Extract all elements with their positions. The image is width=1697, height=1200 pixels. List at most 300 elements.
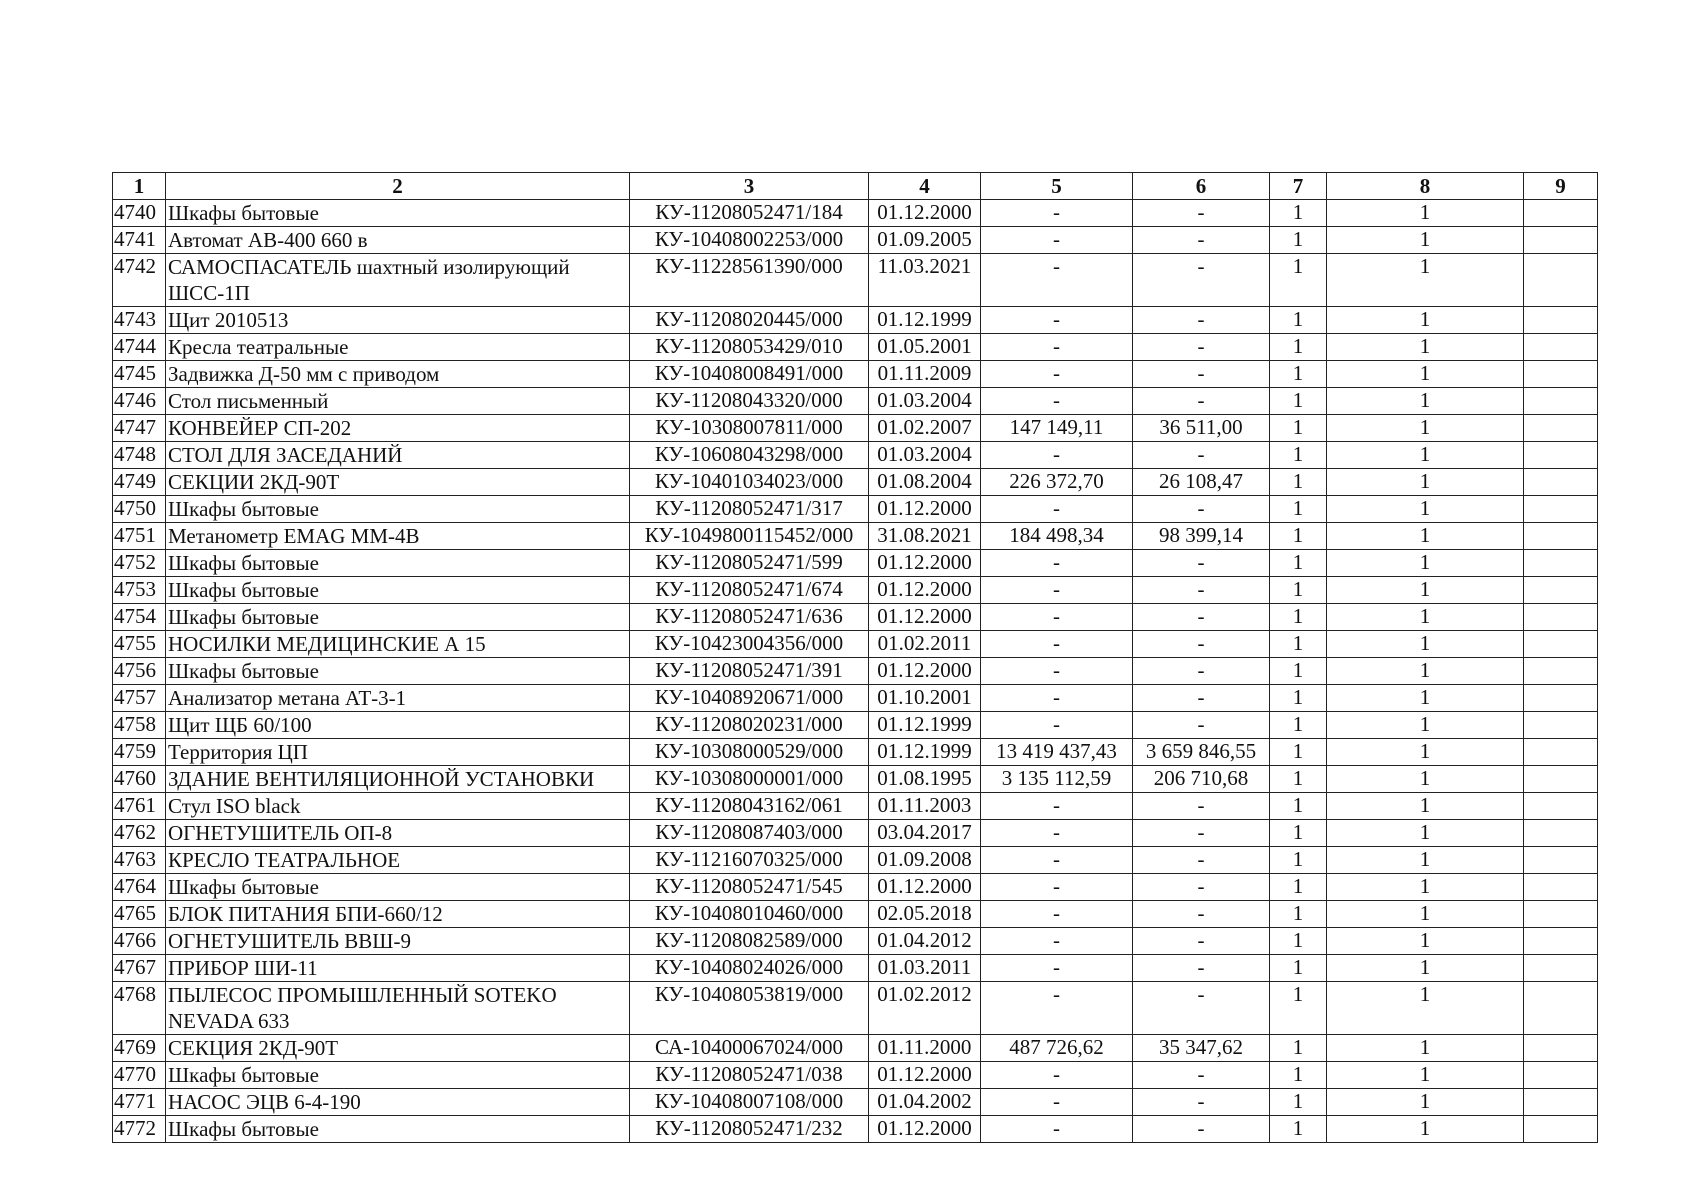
residual-value-cell: - xyxy=(1133,442,1270,469)
quantity-actual-cell: 1 xyxy=(1327,658,1524,685)
inventory-code-cell: КУ-11208052471/232 xyxy=(630,1116,869,1143)
inventory-code-cell: КУ-11208043320/000 xyxy=(630,388,869,415)
name-cell: Задвижка Д-50 мм с приводом xyxy=(166,361,630,388)
residual-value-cell: - xyxy=(1133,928,1270,955)
quantity-cell: 1 xyxy=(1270,227,1327,254)
column-header: 9 xyxy=(1524,173,1598,200)
quantity-cell: 1 xyxy=(1270,334,1327,361)
inventory-code-cell: КУ-1049800115452/000 xyxy=(630,523,869,550)
column-header: 4 xyxy=(869,173,981,200)
quantity-cell: 1 xyxy=(1270,928,1327,955)
row-number-cell: 4764 xyxy=(113,874,166,901)
quantity-cell: 1 xyxy=(1270,1089,1327,1116)
inventory-code-cell: КУ-11208052471/391 xyxy=(630,658,869,685)
table-row xyxy=(113,1035,1598,1062)
name-cell: КРЕСЛО ТЕАТРАЛЬНОЕ xyxy=(166,847,630,874)
residual-value-cell: - xyxy=(1133,307,1270,334)
value-cell: - xyxy=(981,847,1133,874)
quantity-cell: 1 xyxy=(1270,955,1327,982)
column-header: 8 xyxy=(1327,173,1524,200)
table-row xyxy=(113,334,1598,361)
inventory-code-cell: КУ-10408008491/000 xyxy=(630,361,869,388)
value-cell: 3 135 112,59 xyxy=(981,766,1133,793)
row-number-cell: 4758 xyxy=(113,712,166,739)
column-header: 7 xyxy=(1270,173,1327,200)
note-cell xyxy=(1524,901,1598,928)
name-cell: Метанометр EMAG MM-4B xyxy=(166,523,630,550)
inventory-code-cell: СА-10400067024/000 xyxy=(630,1035,869,1062)
quantity-cell: 1 xyxy=(1270,254,1327,307)
note-cell xyxy=(1524,1116,1598,1143)
value-cell: - xyxy=(981,604,1133,631)
name-cell: СТОЛ ДЛЯ ЗАСЕДАНИЙ xyxy=(166,442,630,469)
name-cell: Анализатор метана АТ-3-1 xyxy=(166,685,630,712)
note-cell xyxy=(1524,604,1598,631)
note-cell xyxy=(1524,469,1598,496)
residual-value-cell: - xyxy=(1133,793,1270,820)
name-cell: БЛОК ПИТАНИЯ БПИ-660/12 xyxy=(166,901,630,928)
date-cell: 01.09.2008 xyxy=(869,847,981,874)
table-row xyxy=(113,874,1598,901)
inventory-code-cell: КУ-11208020445/000 xyxy=(630,307,869,334)
quantity-cell: 1 xyxy=(1270,793,1327,820)
row-number-cell: 4759 xyxy=(113,739,166,766)
row-number-cell: 4756 xyxy=(113,658,166,685)
quantity-actual-cell: 1 xyxy=(1327,200,1524,227)
note-cell xyxy=(1524,739,1598,766)
inventory-code-cell: КУ-11208043162/061 xyxy=(630,793,869,820)
quantity-actual-cell: 1 xyxy=(1327,361,1524,388)
table-row xyxy=(113,388,1598,415)
quantity-cell: 1 xyxy=(1270,1062,1327,1089)
value-cell: - xyxy=(981,820,1133,847)
residual-value-cell: - xyxy=(1133,334,1270,361)
value-cell: - xyxy=(981,442,1133,469)
quantity-actual-cell: 1 xyxy=(1327,901,1524,928)
date-cell: 01.04.2012 xyxy=(869,928,981,955)
quantity-actual-cell: 1 xyxy=(1327,523,1524,550)
table-row xyxy=(113,469,1598,496)
quantity-cell: 1 xyxy=(1270,415,1327,442)
table-row xyxy=(113,712,1598,739)
date-cell: 01.12.2000 xyxy=(869,550,981,577)
residual-value-cell: - xyxy=(1133,254,1270,307)
quantity-actual-cell: 1 xyxy=(1327,739,1524,766)
residual-value-cell: 35 347,62 xyxy=(1133,1035,1270,1062)
note-cell xyxy=(1524,766,1598,793)
name-cell: НАСОС ЭЦВ 6-4-190 xyxy=(166,1089,630,1116)
note-cell xyxy=(1524,874,1598,901)
date-cell: 01.08.1995 xyxy=(869,766,981,793)
quantity-cell: 1 xyxy=(1270,577,1327,604)
row-number-cell: 4743 xyxy=(113,307,166,334)
name-cell: КОНВЕЙЕР СП-202 xyxy=(166,415,630,442)
name-cell: Щит 2010513 xyxy=(166,307,630,334)
column-header: 6 xyxy=(1133,173,1270,200)
row-number-cell: 4751 xyxy=(113,523,166,550)
row-number-cell: 4748 xyxy=(113,442,166,469)
name-cell: ОГНЕТУШИТЕЛЬ ВВШ-9 xyxy=(166,928,630,955)
note-cell xyxy=(1524,361,1598,388)
date-cell: 01.10.2001 xyxy=(869,685,981,712)
quantity-cell: 1 xyxy=(1270,739,1327,766)
value-cell: - xyxy=(981,227,1133,254)
date-cell: 01.03.2004 xyxy=(869,388,981,415)
row-number-cell: 4766 xyxy=(113,928,166,955)
residual-value-cell: - xyxy=(1133,1062,1270,1089)
value-cell: - xyxy=(981,901,1133,928)
value-cell: - xyxy=(981,631,1133,658)
date-cell: 01.12.2000 xyxy=(869,496,981,523)
table-row xyxy=(113,604,1598,631)
name-cell: Щит ЩБ 60/100 xyxy=(166,712,630,739)
value-cell: - xyxy=(981,712,1133,739)
row-number-cell: 4765 xyxy=(113,901,166,928)
name-cell: Территория ЦП xyxy=(166,739,630,766)
quantity-cell: 1 xyxy=(1270,550,1327,577)
name-cell: СЕКЦИИ 2КД-90Т xyxy=(166,469,630,496)
note-cell xyxy=(1524,685,1598,712)
date-cell: 01.12.1999 xyxy=(869,307,981,334)
table-header xyxy=(113,173,1598,200)
table-row xyxy=(113,766,1598,793)
date-cell: 03.04.2017 xyxy=(869,820,981,847)
inventory-code-cell: КУ-11208052471/184 xyxy=(630,200,869,227)
date-cell: 01.03.2011 xyxy=(869,955,981,982)
value-cell: - xyxy=(981,874,1133,901)
table-row xyxy=(113,847,1598,874)
date-cell: 01.12.2000 xyxy=(869,1116,981,1143)
date-cell: 01.12.2000 xyxy=(869,577,981,604)
value-cell: - xyxy=(981,200,1133,227)
name-cell: Шкафы бытовые xyxy=(166,200,630,227)
column-header: 2 xyxy=(166,173,630,200)
table-row xyxy=(113,793,1598,820)
value-cell: - xyxy=(981,254,1133,307)
quantity-cell: 1 xyxy=(1270,658,1327,685)
name-cell: Шкафы бытовые xyxy=(166,658,630,685)
inventory-code-cell: КУ-11208052471/599 xyxy=(630,550,869,577)
column-header: 3 xyxy=(630,173,869,200)
note-cell xyxy=(1524,955,1598,982)
residual-value-cell: - xyxy=(1133,361,1270,388)
residual-value-cell: 206 710,68 xyxy=(1133,766,1270,793)
value-cell: - xyxy=(981,658,1133,685)
inventory-code-cell: КУ-11216070325/000 xyxy=(630,847,869,874)
value-cell: - xyxy=(981,388,1133,415)
table-row xyxy=(113,739,1598,766)
name-cell: Шкафы бытовые xyxy=(166,577,630,604)
quantity-actual-cell: 1 xyxy=(1327,793,1524,820)
note-cell xyxy=(1524,334,1598,361)
name-cell: ЗДАНИЕ ВЕНТИЛЯЦИОННОЙ УСТАНОВКИ xyxy=(166,766,630,793)
inventory-code-cell: КУ-10408024026/000 xyxy=(630,955,869,982)
value-cell: 13 419 437,43 xyxy=(981,739,1133,766)
table-row xyxy=(113,307,1598,334)
quantity-actual-cell: 1 xyxy=(1327,874,1524,901)
value-cell: - xyxy=(981,982,1133,1035)
name-cell: Шкафы бытовые xyxy=(166,604,630,631)
row-number-cell: 4769 xyxy=(113,1035,166,1062)
residual-value-cell: - xyxy=(1133,982,1270,1035)
value-cell: - xyxy=(981,1116,1133,1143)
quantity-actual-cell: 1 xyxy=(1327,766,1524,793)
name-cell: Шкафы бытовые xyxy=(166,874,630,901)
note-cell xyxy=(1524,982,1598,1035)
table-row xyxy=(113,1062,1598,1089)
residual-value-cell: 36 511,00 xyxy=(1133,415,1270,442)
note-cell xyxy=(1524,847,1598,874)
row-number-cell: 4752 xyxy=(113,550,166,577)
residual-value-cell: - xyxy=(1133,496,1270,523)
quantity-actual-cell: 1 xyxy=(1327,604,1524,631)
note-cell xyxy=(1524,227,1598,254)
quantity-actual-cell: 1 xyxy=(1327,469,1524,496)
inventory-code-cell: КУ-11208052471/636 xyxy=(630,604,869,631)
table-row xyxy=(113,820,1598,847)
inventory-code-cell: КУ-10423004356/000 xyxy=(630,631,869,658)
quantity-actual-cell: 1 xyxy=(1327,1116,1524,1143)
name-cell: Шкафы бытовые xyxy=(166,550,630,577)
date-cell: 01.12.2000 xyxy=(869,658,981,685)
name-cell: САМОСПАСАТЕЛЬ шахтный изолирующий ШСС-1П xyxy=(166,254,630,307)
note-cell xyxy=(1524,388,1598,415)
quantity-cell: 1 xyxy=(1270,442,1327,469)
quantity-cell: 1 xyxy=(1270,631,1327,658)
table-row xyxy=(113,361,1598,388)
value-cell: 226 372,70 xyxy=(981,469,1133,496)
value-cell: - xyxy=(981,793,1133,820)
row-number-cell: 4742 xyxy=(113,254,166,307)
note-cell xyxy=(1524,577,1598,604)
value-cell: - xyxy=(981,361,1133,388)
quantity-cell: 1 xyxy=(1270,982,1327,1035)
residual-value-cell: - xyxy=(1133,847,1270,874)
inventory-code-cell: КУ-10408010460/000 xyxy=(630,901,869,928)
inventory-code-cell: КУ-10408053819/000 xyxy=(630,982,869,1035)
inventory-code-cell: КУ-10408002253/000 xyxy=(630,227,869,254)
row-number-cell: 4755 xyxy=(113,631,166,658)
table-row xyxy=(113,928,1598,955)
quantity-actual-cell: 1 xyxy=(1327,820,1524,847)
value-cell: - xyxy=(981,307,1133,334)
residual-value-cell: - xyxy=(1133,604,1270,631)
quantity-actual-cell: 1 xyxy=(1327,982,1524,1035)
note-cell xyxy=(1524,1062,1598,1089)
quantity-actual-cell: 1 xyxy=(1327,685,1524,712)
value-cell: 184 498,34 xyxy=(981,523,1133,550)
header-row xyxy=(113,173,1598,200)
residual-value-cell: - xyxy=(1133,658,1270,685)
note-cell xyxy=(1524,712,1598,739)
quantity-cell: 1 xyxy=(1270,766,1327,793)
date-cell: 01.12.2000 xyxy=(869,200,981,227)
note-cell xyxy=(1524,1035,1598,1062)
inventory-code-cell: КУ-11208052471/545 xyxy=(630,874,869,901)
date-cell: 01.12.1999 xyxy=(869,712,981,739)
table-row xyxy=(113,982,1598,1035)
table-row xyxy=(113,685,1598,712)
residual-value-cell: - xyxy=(1133,577,1270,604)
row-number-cell: 4761 xyxy=(113,793,166,820)
inventory-code-cell: КУ-11208087403/000 xyxy=(630,820,869,847)
residual-value-cell: - xyxy=(1133,685,1270,712)
table-row xyxy=(113,200,1598,227)
date-cell: 01.04.2002 xyxy=(869,1089,981,1116)
residual-value-cell: - xyxy=(1133,1116,1270,1143)
residual-value-cell: 98 399,14 xyxy=(1133,523,1270,550)
date-cell: 01.02.2012 xyxy=(869,982,981,1035)
residual-value-cell: - xyxy=(1133,820,1270,847)
inventory-table xyxy=(112,172,1598,1143)
column-header: 5 xyxy=(981,173,1133,200)
row-number-cell: 4745 xyxy=(113,361,166,388)
row-number-cell: 4749 xyxy=(113,469,166,496)
name-cell: НОСИЛКИ МЕДИЦИНСКИЕ А 15 xyxy=(166,631,630,658)
table-row xyxy=(113,658,1598,685)
date-cell: 01.12.2000 xyxy=(869,874,981,901)
table-row xyxy=(113,1089,1598,1116)
residual-value-cell: 3 659 846,55 xyxy=(1133,739,1270,766)
quantity-actual-cell: 1 xyxy=(1327,1062,1524,1089)
value-cell: - xyxy=(981,550,1133,577)
date-cell: 01.11.2003 xyxy=(869,793,981,820)
note-cell xyxy=(1524,658,1598,685)
table-row xyxy=(113,631,1598,658)
row-number-cell: 4740 xyxy=(113,200,166,227)
date-cell: 01.09.2005 xyxy=(869,227,981,254)
table-row xyxy=(113,550,1598,577)
quantity-actual-cell: 1 xyxy=(1327,550,1524,577)
row-number-cell: 4760 xyxy=(113,766,166,793)
value-cell: - xyxy=(981,1062,1133,1089)
name-cell: Шкафы бытовые xyxy=(166,1116,630,1143)
row-number-cell: 4762 xyxy=(113,820,166,847)
residual-value-cell: - xyxy=(1133,550,1270,577)
residual-value-cell: - xyxy=(1133,227,1270,254)
quantity-cell: 1 xyxy=(1270,712,1327,739)
row-number-cell: 4746 xyxy=(113,388,166,415)
inventory-code-cell: КУ-11208052471/038 xyxy=(630,1062,869,1089)
note-cell xyxy=(1524,523,1598,550)
table-row xyxy=(113,901,1598,928)
note-cell xyxy=(1524,928,1598,955)
table-row xyxy=(113,1116,1598,1143)
row-number-cell: 4753 xyxy=(113,577,166,604)
table-row xyxy=(113,496,1598,523)
date-cell: 11.03.2021 xyxy=(869,254,981,307)
residual-value-cell: - xyxy=(1133,955,1270,982)
note-cell xyxy=(1524,307,1598,334)
quantity-actual-cell: 1 xyxy=(1327,254,1524,307)
note-cell xyxy=(1524,442,1598,469)
quantity-cell: 1 xyxy=(1270,388,1327,415)
row-number-cell: 4750 xyxy=(113,496,166,523)
quantity-actual-cell: 1 xyxy=(1327,334,1524,361)
value-cell: - xyxy=(981,1089,1133,1116)
quantity-actual-cell: 1 xyxy=(1327,712,1524,739)
value-cell: - xyxy=(981,577,1133,604)
quantity-cell: 1 xyxy=(1270,307,1327,334)
inventory-code-cell: КУ-10308000001/000 xyxy=(630,766,869,793)
inventory-code-cell: КУ-11208082589/000 xyxy=(630,928,869,955)
residual-value-cell: - xyxy=(1133,388,1270,415)
row-number-cell: 4768 xyxy=(113,982,166,1035)
value-cell: - xyxy=(981,685,1133,712)
note-cell xyxy=(1524,793,1598,820)
date-cell: 02.05.2018 xyxy=(869,901,981,928)
row-number-cell: 4763 xyxy=(113,847,166,874)
note-cell xyxy=(1524,254,1598,307)
quantity-actual-cell: 1 xyxy=(1327,227,1524,254)
quantity-cell: 1 xyxy=(1270,1116,1327,1143)
quantity-actual-cell: 1 xyxy=(1327,928,1524,955)
name-cell: Стол письменный xyxy=(166,388,630,415)
row-number-cell: 4747 xyxy=(113,415,166,442)
date-cell: 01.12.1999 xyxy=(869,739,981,766)
value-cell: 487 726,62 xyxy=(981,1035,1133,1062)
quantity-actual-cell: 1 xyxy=(1327,847,1524,874)
residual-value-cell: - xyxy=(1133,1089,1270,1116)
row-number-cell: 4744 xyxy=(113,334,166,361)
name-cell: Кресла театральные xyxy=(166,334,630,361)
quantity-cell: 1 xyxy=(1270,1035,1327,1062)
table-row xyxy=(113,955,1598,982)
column-header: 1 xyxy=(113,173,166,200)
name-cell: ОГНЕТУШИТЕЛЬ ОП-8 xyxy=(166,820,630,847)
note-cell xyxy=(1524,496,1598,523)
quantity-actual-cell: 1 xyxy=(1327,442,1524,469)
quantity-cell: 1 xyxy=(1270,523,1327,550)
quantity-actual-cell: 1 xyxy=(1327,631,1524,658)
row-number-cell: 4754 xyxy=(113,604,166,631)
inventory-code-cell: КУ-11208020231/000 xyxy=(630,712,869,739)
value-cell: 147 149,11 xyxy=(981,415,1133,442)
residual-value-cell: - xyxy=(1133,712,1270,739)
date-cell: 01.03.2004 xyxy=(869,442,981,469)
inventory-code-cell: КУ-11208053429/010 xyxy=(630,334,869,361)
quantity-cell: 1 xyxy=(1270,496,1327,523)
note-cell xyxy=(1524,200,1598,227)
date-cell: 01.02.2011 xyxy=(869,631,981,658)
table-row xyxy=(113,254,1598,307)
date-cell: 31.08.2021 xyxy=(869,523,981,550)
name-cell: СЕКЦИЯ 2КД-90Т xyxy=(166,1035,630,1062)
date-cell: 01.08.2004 xyxy=(869,469,981,496)
inventory-code-cell: КУ-10408920671/000 xyxy=(630,685,869,712)
name-cell: ПЫЛЕСОС ПРОМЫШЛЕННЫЙ SOTEKO NEVADA 633 xyxy=(166,982,630,1035)
name-cell: Автомат АВ-400 660 в xyxy=(166,227,630,254)
inventory-code-cell: КУ-11228561390/000 xyxy=(630,254,869,307)
note-cell xyxy=(1524,1089,1598,1116)
table-row xyxy=(113,415,1598,442)
row-number-cell: 4772 xyxy=(113,1116,166,1143)
inventory-code-cell: КУ-11208052471/674 xyxy=(630,577,869,604)
row-number-cell: 4770 xyxy=(113,1062,166,1089)
value-cell: - xyxy=(981,955,1133,982)
table-body xyxy=(113,200,1598,1143)
quantity-cell: 1 xyxy=(1270,901,1327,928)
note-cell xyxy=(1524,631,1598,658)
name-cell: Шкафы бытовые xyxy=(166,1062,630,1089)
quantity-cell: 1 xyxy=(1270,469,1327,496)
name-cell: Стул ISO black xyxy=(166,793,630,820)
quantity-cell: 1 xyxy=(1270,685,1327,712)
value-cell: - xyxy=(981,334,1133,361)
inventory-code-cell: КУ-10608043298/000 xyxy=(630,442,869,469)
date-cell: 01.12.2000 xyxy=(869,604,981,631)
quantity-cell: 1 xyxy=(1270,874,1327,901)
